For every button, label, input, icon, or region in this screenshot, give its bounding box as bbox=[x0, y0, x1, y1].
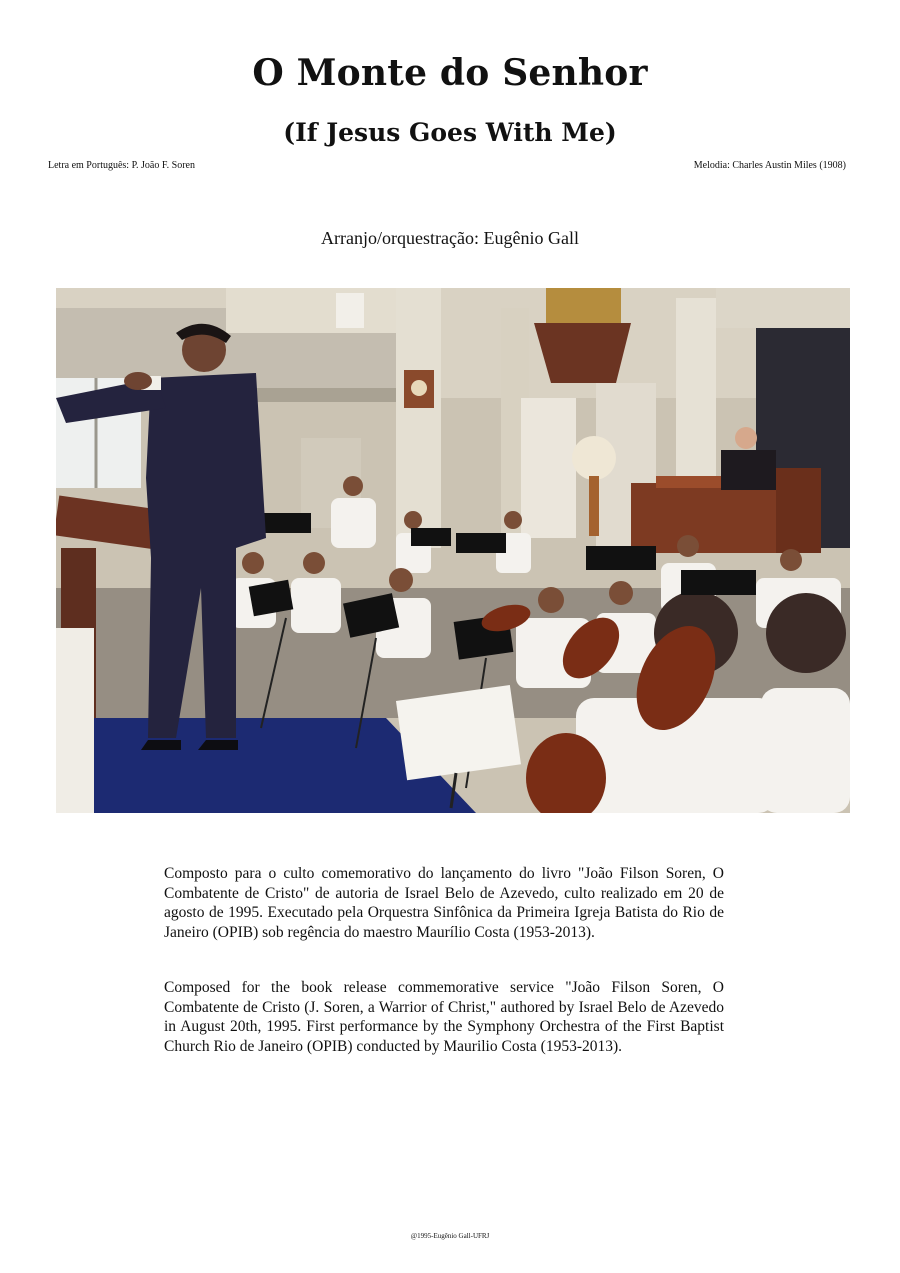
melody-credit: Melodia: Charles Austin Miles (1908) bbox=[693, 160, 846, 171]
lyrics-credit: Letra em Português: P. João F. Soren bbox=[48, 160, 195, 171]
orchestra-photo bbox=[56, 288, 850, 813]
arranger-credit: Arranjo/orquestração: Eugênio Gall bbox=[321, 228, 579, 248]
page-subtitle: (If Jesus Goes With Me) bbox=[283, 118, 617, 147]
notes-english: Composed for the book release commemorative service "João Filson Soren, O Combatente de Cristo (J. Soren, a Warrior of Christ," authored by Israel Belo de Azevedo in August 20th, 1995. First performance by the Symphony Orchestra of the First Baptist Church Rio de Janeiro (OPIB) conducted by Maurilio Costa (1953-2013). bbox=[164, 979, 724, 1055]
copyright-footer: @1995-Eugênio Gall-UFRJ bbox=[410, 1232, 490, 1240]
notes-portuguese: Composto para o culto comemorativo do lançamento do livro "João Filson Soren, O Combatente de Cristo" de autoria de Israel Belo de Azevedo, culto realizado em 20 de agosto de 1995. Executado pela Orquestra Sinfônica da Primeira Igreja Batista do Rio de Janeiro (OPIB) sob regência do maestro Maurílio Costa (1953-2013). bbox=[164, 865, 724, 941]
page-title: O Monte do Senhor bbox=[252, 52, 648, 94]
